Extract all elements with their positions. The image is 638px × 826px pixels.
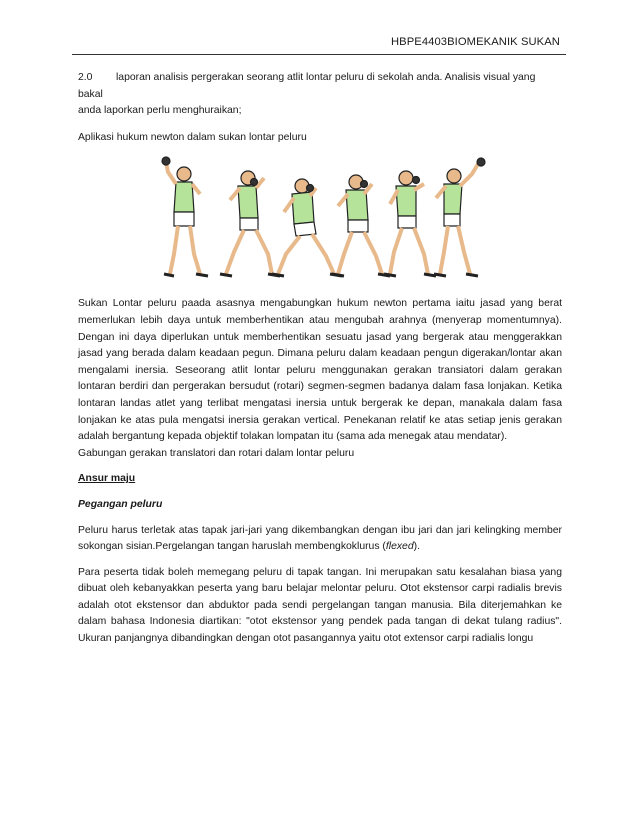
athlete-figure-5 <box>384 171 436 276</box>
paragraph-grip-italic: flexed <box>385 541 414 553</box>
section-subtitle-pegangan-peluru: Pegangan peluru <box>78 498 163 510</box>
athlete-figure-1 <box>162 157 208 276</box>
paragraph-grip-text: Peluru harus terletak atas tapak jari-jari yang dikembangkan dengan ibu jari dan jari kelingking member sokongan sisian.Pergelangan tangan haruslah membengkoklurus ( <box>78 524 562 553</box>
question-text-line1: laporan analisis pergerakan seorang atlit lontar peluru di sekolah anda. Analisis visual yang bakal <box>78 72 536 100</box>
section-title-ansur-maju: Ansur maju <box>78 473 136 485</box>
paragraph-grip-end: ). <box>413 541 420 553</box>
athlete-figure-6 <box>434 158 485 276</box>
paragraph-grip <box>78 523 562 556</box>
shot-put-sequence-figure <box>78 156 562 284</box>
paragraph-newton-inertia: Sukan Lontar peluru paada asasnya mengabungkan hukum newton pertama iaitu jasad yang berat memerlukan lebih daya untuk memberhentikan atau mengubah arahnya (menyerap momentumnya). Dengan ini daya diperlukan untuk memberhentikan sesuatu jasad yang bergerak atau menggerakkan jasad yang berada dalam keadaan pegun. Dimana peluru dalam keadaan pengun digerakan/lontar akan mengalami inersia. Seseorang atlit lontar peluru menggunakan gerakan transiatori dalam gerakan lontaran berdiri dan pergerakan bersudut (rotari) segmen-segmen badanya dalam fasa lonjakan. Ketika lontaran landas atlet yang terlibat mengatasi inersia untuk bergerak ke depan, manakala dalam fasa lonjakan ke atas pula mengatsi inersia gerakan vertical. Penekanan relatif ke atas setiap jenis gerakan adalah bergantung kepada objektif tolakan lompatan itu (sama ada menegak atau mendatar). <box>78 298 562 443</box>
running-header: HBPE4403BIOMEKANIK SUKAN <box>390 36 560 48</box>
page-content <box>78 70 562 648</box>
athlete-figure-4 <box>332 175 390 276</box>
athlete-figure-3 <box>272 179 342 276</box>
paragraph-muscle: Para peserta tidak boleh memegang peluru di tapak tangan. Ini merupakan satu kesalahan biasa yang dibuat oleh kebanyakkan peserta yang baru belajar melontar peluru. Otot ekstensor carpi radialis brevis adalah otot ekstensor dan abduktor pada sendi pergelangan tangan manusia. Bila diterjemahkan ke dalam bahasa Indonesia diartikan: "otot ekstensor yang pendek pada tangan di dekat tulang radius". Ukuran panjangnya dibandingkan dengan otot pasangannya yaitu otot extensor carpi radialis longu <box>78 566 562 645</box>
shot-put-illustration <box>154 156 488 284</box>
paragraph-newton-inertia-last: Gabungan gerakan translatori dan rotari dalam lontar peluru <box>78 447 355 459</box>
subheading-newton: Aplikasi hukum newton dalam sukan lontar peluru <box>78 131 307 143</box>
question-number: 2.0 <box>78 72 93 83</box>
question-2 <box>78 70 562 120</box>
athlete-figure-2 <box>220 171 280 276</box>
question-text-line2: anda laporkan perlu menghuraikan; <box>78 105 242 117</box>
header-rule <box>72 54 566 55</box>
